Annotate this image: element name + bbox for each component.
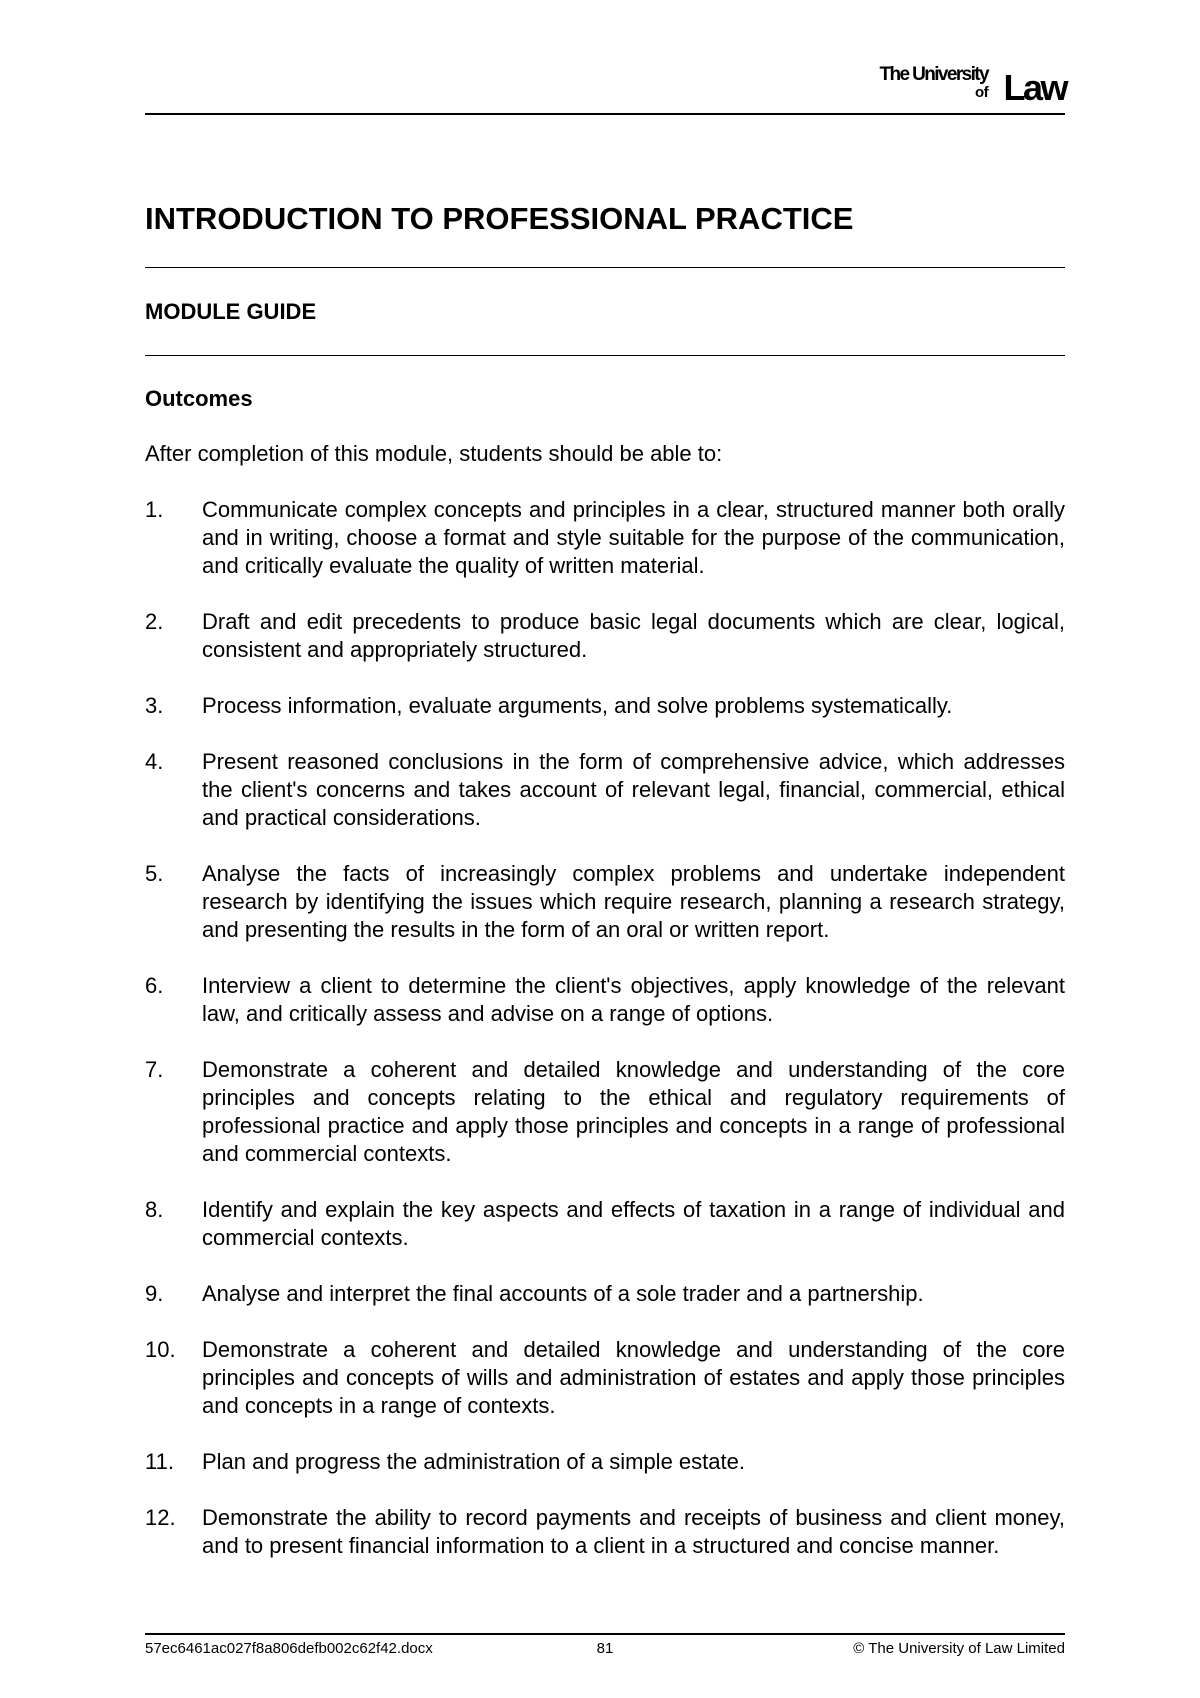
list-item-number: 3. — [145, 693, 164, 718]
list-item-text: Interview a client to determine the client's objectives, apply knowledge of the relevant law, and critically assess and advise on a range of options. — [202, 973, 1065, 1026]
title-divider — [145, 267, 1065, 268]
list-item-number: 1. — [145, 497, 164, 522]
list-item-text: Analyse the facts of increasingly complex problems and undertake independent research by identifying the issues which require research, planning a research strategy, and presenting the results in the form of an oral or written report. — [202, 861, 1065, 942]
logo-law: Law — [1003, 67, 1066, 108]
footer-copyright: © The University of Law Limited — [853, 1640, 1065, 1657]
list-item-text: Draft and edit precedents to produce basic legal documents which are clear, logical, consistent and appropriately structured. — [202, 609, 1065, 662]
intro-paragraph: After completion of this module, students should be able to: — [145, 441, 723, 466]
list-item — [145, 1448, 1065, 1476]
section-heading: Outcomes — [145, 386, 253, 411]
list-item — [145, 692, 1065, 720]
list-item — [145, 860, 1065, 944]
list-item — [145, 1196, 1065, 1252]
list-item-number: 4. — [145, 749, 164, 774]
footer-filename: 57ec6461ac027f8a806defb002c62f42.docx — [145, 1640, 433, 1657]
list-item — [145, 608, 1065, 664]
list-item-number: 6. — [145, 973, 164, 998]
list-item-text: Analyse and interpret the final accounts of a sole trader and a partnership. — [202, 1281, 924, 1306]
list-item-number: 7. — [145, 1057, 164, 1082]
list-item-number: 5. — [145, 861, 164, 886]
list-item-number: 11. — [145, 1449, 174, 1474]
list-item-text: Present reasoned conclusions in the form of comprehensive advice, which addresses the client's concerns and takes account of relevant legal, financial, commercial, ethical and practical considerations. — [202, 749, 1065, 830]
list-item — [145, 972, 1065, 1028]
list-item-text: Demonstrate a coherent and detailed knowledge and understanding of the core principles and concepts of wills and administration of estates and apply those principles and concepts in a range of contexts. — [202, 1337, 1065, 1418]
footer-divider — [145, 1633, 1065, 1635]
header-divider — [145, 113, 1065, 115]
list-item — [145, 1280, 1065, 1308]
outcomes-list — [145, 496, 1065, 1588]
list-item-number: 8. — [145, 1197, 164, 1222]
list-item-text: Demonstrate the ability to record payments and receipts of business and client money, and to present financial information to a client in a structured and concise manner. — [202, 1505, 1065, 1558]
logo-the-university: The University — [879, 64, 988, 85]
list-item-text: Identify and explain the key aspects and effects of taxation in a range of individual and commercial contexts. — [202, 1197, 1065, 1250]
logo-of: of — [975, 84, 988, 101]
list-item — [145, 496, 1065, 580]
list-item — [145, 1056, 1065, 1168]
list-item-number: 10. — [145, 1337, 176, 1362]
document-title: INTRODUCTION TO PROFESSIONAL PRACTICE — [145, 201, 854, 236]
footer-page-number: 81 — [596, 1640, 614, 1657]
university-logo — [856, 64, 1066, 106]
document-subtitle: MODULE GUIDE — [145, 299, 317, 324]
list-item-number: 9. — [145, 1281, 164, 1306]
list-item — [145, 748, 1065, 832]
list-item-text: Process information, evaluate arguments, and solve problems systematically. — [202, 693, 953, 718]
list-item-text: Communicate complex concepts and principles in a clear, structured manner both orally and in writing, choose a format and style suitable for the purpose of the communication, and critically evaluate the quality of written material. — [202, 497, 1065, 578]
subtitle-divider — [145, 355, 1065, 356]
list-item — [145, 1336, 1065, 1420]
list-item — [145, 1504, 1065, 1560]
list-item-text: Demonstrate a coherent and detailed knowledge and understanding of the core principles and concepts relating to the ethical and regulatory requirements of professional practice and apply those principles and concepts in a range of professional and commercial contexts. — [202, 1057, 1065, 1166]
list-item-number: 2. — [145, 609, 164, 634]
list-item-text: Plan and progress the administration of a simple estate. — [202, 1449, 745, 1474]
list-item-number: 12. — [145, 1505, 176, 1530]
